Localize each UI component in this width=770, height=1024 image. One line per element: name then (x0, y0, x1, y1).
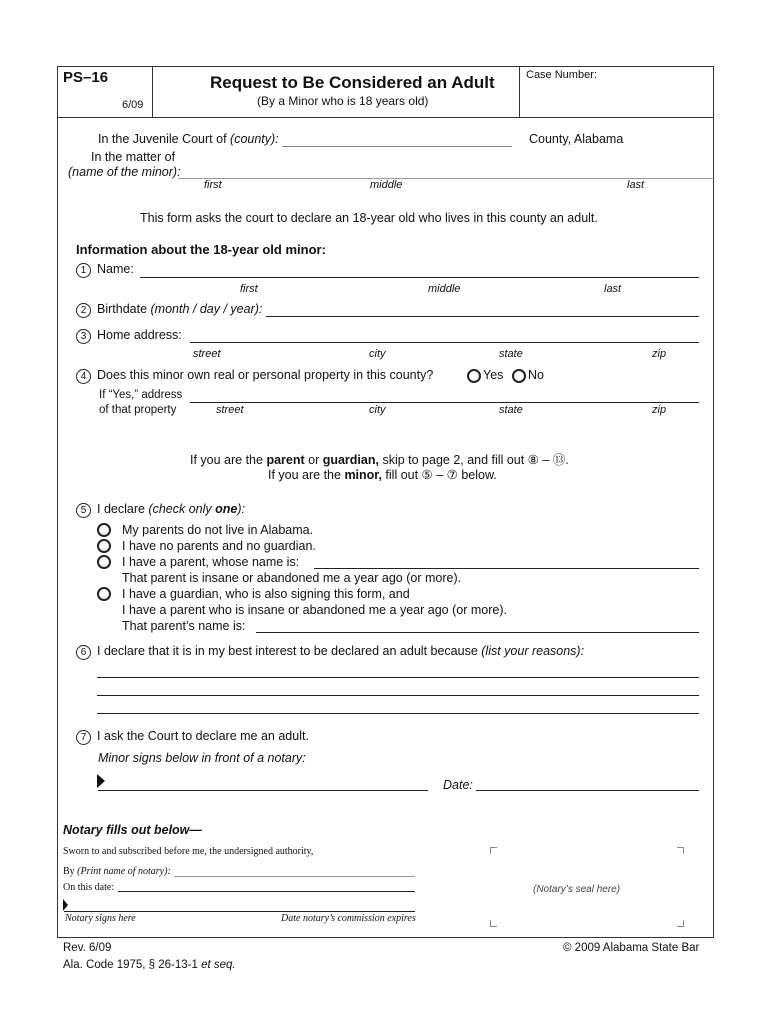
footer-rev: Rev. 6/09 (63, 942, 112, 954)
minor-date-input[interactable] (476, 790, 699, 791)
q4-no-label: No (528, 368, 544, 382)
reasons-line-3[interactable] (97, 713, 699, 714)
q5-option-4-line2: I have a parent who is insane or abandoned me a year ago (or more). (122, 603, 507, 617)
instr2-text-b: fill out ⑤ – ⑦ below. (381, 468, 497, 482)
q3-city-label: city (369, 348, 386, 360)
county-input[interactable] (282, 146, 512, 147)
sign-arrow-icon (97, 774, 105, 788)
q5-option-3-label: I have a parent, whose name is: (122, 555, 300, 569)
instr-guardian: guardian, (322, 453, 379, 467)
q3-street-label: street (193, 348, 221, 360)
notary-signs-here: Notary signs here (65, 913, 136, 924)
q7-sign-hint: Minor signs below in front of a notary: (98, 751, 306, 765)
header-vline-1 (152, 66, 153, 117)
notary-seal-placeholder: (Notary’s seal here) (533, 884, 621, 895)
info-heading: Information about the 18-year old minor: (76, 242, 326, 257)
seal-corner-tl (490, 847, 497, 854)
q4-zip-label: zip (652, 404, 667, 416)
court-label (98, 132, 279, 146)
q6-label (76, 644, 584, 660)
footer-code-text: Ala. Code 1975, § 26-13-1 (63, 959, 202, 971)
q1-label (76, 262, 134, 278)
q2-hint: (month / day / year): (150, 302, 263, 316)
q2-label (76, 302, 262, 318)
q3-label (76, 328, 182, 344)
minor-hint: (name of the minor): (68, 165, 181, 179)
header-divider (57, 117, 714, 118)
form-id: PS–16 (63, 69, 109, 86)
q7-number: 7 (76, 730, 91, 745)
matter-label: In the matter of (91, 150, 176, 164)
q5-option-1-label: My parents do not live in Alabama. (122, 523, 314, 537)
instr-minor: minor, (344, 468, 382, 482)
reasons-line-2[interactable] (97, 695, 699, 696)
notary-heading: Notary fills out below— (63, 823, 202, 837)
q7-text: I ask the Court to declare me an adult. (97, 729, 309, 743)
q4-number: 4 (76, 369, 91, 384)
parent-name-input[interactable] (314, 568, 699, 569)
last-label: last (627, 179, 645, 191)
q5-option-4-line3: That parent’s name is: (122, 619, 246, 633)
instr-text-b: skip to page 2, and fill out ⑧ – ⑬. (378, 453, 569, 467)
q5-hint-end: ): (237, 502, 245, 516)
notary-name-input[interactable] (174, 876, 415, 877)
q3-text: Home address: (97, 328, 182, 342)
q5-label (76, 502, 245, 518)
notary-date-input[interactable] (118, 891, 415, 892)
instr-parent: parent (266, 453, 305, 467)
q4-street-label: street (216, 404, 244, 416)
q5-hint: (check only (148, 502, 216, 516)
q3-zip-label: zip (652, 348, 667, 360)
first-label: first (204, 179, 222, 191)
property-address-input[interactable] (190, 402, 699, 403)
notary-by-label (63, 866, 171, 877)
footer-code (63, 959, 236, 971)
case-number-label: Case Number: (526, 69, 597, 81)
q1-number: 1 (76, 263, 91, 278)
q1-text: Name: (97, 262, 134, 276)
notary-print-hint: (Print name of notary): (77, 866, 171, 877)
court-prefix: In the Juvenile Court of (98, 132, 231, 146)
minor-signature-input[interactable] (98, 790, 428, 791)
q5-option-1-radio[interactable] (97, 523, 111, 537)
q6-hint: (list your reasons): (481, 644, 585, 658)
q4-property-label: of that property (99, 404, 177, 416)
q5-option-2-label: I have no parents and no guardian. (122, 539, 316, 553)
q5-option-3-cont: That parent is insane or abandoned me a year ago (or more). (122, 571, 462, 585)
q4-label (76, 368, 433, 384)
middle-label: middle (370, 179, 403, 191)
q2-text: Birthdate (97, 302, 151, 316)
q5-option-4-label: I have a guardian, who is also signing this form, and (122, 587, 410, 601)
county-hint: (county): (230, 132, 279, 146)
reasons-line-1[interactable] (97, 677, 699, 678)
instr-or: or (304, 453, 323, 467)
q3-state-label: state (499, 348, 523, 360)
q6-number: 6 (76, 645, 91, 660)
page-subtitle: (By a Minor who is 18 years old) (257, 94, 429, 108)
notary-commission: Date notary’s commission expires (281, 913, 416, 924)
birthdate-input[interactable] (266, 316, 699, 317)
notary-sign-arrow-icon (63, 899, 68, 911)
notary-signature-input[interactable] (64, 911, 415, 912)
q1-first-label: first (240, 283, 258, 295)
q5-option-2-radio[interactable] (97, 539, 111, 553)
q4-state-label: state (499, 404, 523, 416)
q4-no-radio[interactable] (512, 369, 526, 383)
notary-by: By (63, 866, 78, 877)
seal-corner-bl (490, 920, 497, 927)
q1-last-label: last (604, 283, 622, 295)
page-title: Request to Be Considered an Adult (210, 73, 495, 92)
q4-text: Does this minor own real or personal property in this county? (97, 368, 434, 382)
q4-yes-label: Yes (483, 368, 504, 382)
intro-text: This form asks the court to declare an 18-year old who lives in this county an adult. (140, 211, 598, 225)
q4-yes-radio[interactable] (467, 369, 481, 383)
q3-number: 3 (76, 329, 91, 344)
q5-number: 5 (76, 503, 91, 518)
instructions-line-1 (190, 450, 569, 468)
home-address-input[interactable] (190, 342, 699, 343)
guardian-parent-name-input[interactable] (256, 632, 699, 633)
footer-copyright: © 2009 Alabama State Bar (563, 942, 700, 954)
q6-text: I declare that it is in my best interest to be declared an adult because (97, 644, 482, 658)
instr2-text: If you are the (268, 468, 345, 482)
instr-text: If you are the (190, 453, 267, 467)
q1-middle-label: middle (428, 283, 461, 295)
seal-corner-br (677, 920, 684, 927)
q5-one: one (215, 502, 238, 516)
q5-text: I declare (97, 502, 149, 516)
q5-option-4-radio[interactable] (97, 587, 111, 601)
notary-date-label: On this date: (63, 882, 115, 893)
instructions-line-2 (268, 467, 497, 482)
seal-corner-tr (677, 847, 684, 854)
name-input[interactable] (140, 277, 699, 278)
q5-option-3-radio[interactable] (97, 555, 111, 569)
q7-date-label: Date: (443, 778, 473, 792)
q4-if-yes-label: If “Yes,” address (99, 389, 183, 401)
form-date: 6/09 (122, 99, 144, 111)
q2-number: 2 (76, 303, 91, 318)
county-suffix: County, Alabama (529, 132, 624, 146)
notary-sworn: Sworn to and subscribed before me, the undersigned authority, (63, 846, 314, 857)
header-vline-2 (519, 66, 520, 117)
footer-et-seq: et seq. (201, 959, 236, 971)
q7-label (76, 729, 309, 745)
q4-city-label: city (369, 404, 386, 416)
